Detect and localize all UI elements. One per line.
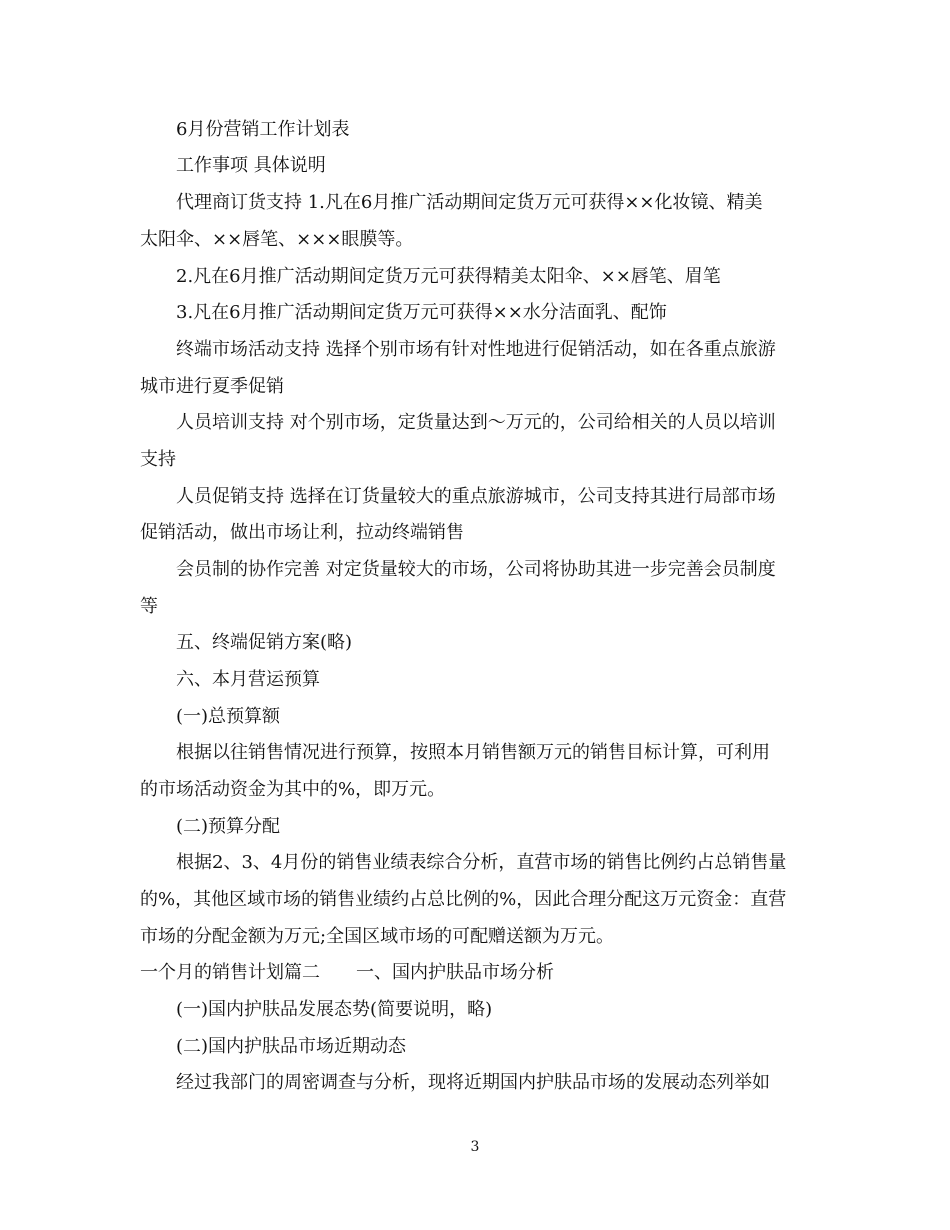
section-heading: 六、本月营运预算 <box>176 669 320 690</box>
section-heading: 五、终端促销方案(略) <box>176 632 353 653</box>
text-line: 经过我部门的周密调查与分析，现将近期国内护肤品市场的发展动态列举如 <box>176 1072 770 1093</box>
text-line: 会员制的协作完善 对定货量较大的市场，公司将协助其进一步完善会员制度 <box>176 559 776 580</box>
text-line: 太阳伞、××唇笔、×××眼膜等。 <box>140 229 414 250</box>
text-line: 终端市场活动支持 选择个别市场有针对性地进行促销活动，如在各重点旅游 <box>176 339 776 360</box>
text-line: 3.凡在6月推广活动期间定货万元可获得××水分洁面乳、配饰 <box>176 302 667 323</box>
text-line: 等 <box>140 596 158 617</box>
text-line: 6月份营销工作计划表 <box>176 119 350 140</box>
text-line: 根据2、3、4月份的销售业绩表综合分析，直营市场的销售比例约占总销售量 <box>176 852 787 873</box>
subsection-heading: (一)总预算额 <box>176 706 281 727</box>
text-line: 促销活动，做出市场让利，拉动终端销售 <box>140 522 464 543</box>
text-line: 市场的分配金额为万元;全国区域市场的可配赠送额为万元。 <box>140 926 615 947</box>
text-line: 2.凡在6月推广活动期间定货万元可获得精美太阳伞、××唇笔、眉笔 <box>176 266 721 287</box>
subsection-heading: (二)国内护肤品市场近期动态 <box>176 1036 407 1057</box>
section-heading: 一个月的销售计划篇二 一、国内护肤品市场分析 <box>140 962 554 983</box>
text-line: 人员促销支持 选择在订货量较大的重点旅游城市，公司支持其进行局部市场 <box>176 486 776 507</box>
subsection-heading: (二)预算分配 <box>176 816 281 837</box>
text-line: 根据以往销售情况进行预算，按照本月销售额万元的销售目标计算，可利用 <box>176 742 770 763</box>
text-line: 支持 <box>140 449 176 470</box>
text-line: 代理商订货支持 1.凡在6月推广活动期间定货万元可获得××化妆镜、精美 <box>176 192 763 213</box>
text-line: 的%，其他区域市场的销售业绩约占总比例的%，因此合理分配这万元资金：直营 <box>140 889 787 910</box>
text-line: 的市场活动资金为其中的%，即万元。 <box>140 779 446 800</box>
page-number: 3 <box>470 1139 480 1155</box>
subsection-heading: (一)国内护肤品发展态势(简要说明，略) <box>176 999 493 1020</box>
text-line: 城市进行夏季促销 <box>140 376 284 397</box>
text-line: 工作事项 具体说明 <box>176 155 326 176</box>
text-line: 人员培训支持 对个别市场，定货量达到～万元的，公司给相关的人员以培训 <box>176 412 776 433</box>
